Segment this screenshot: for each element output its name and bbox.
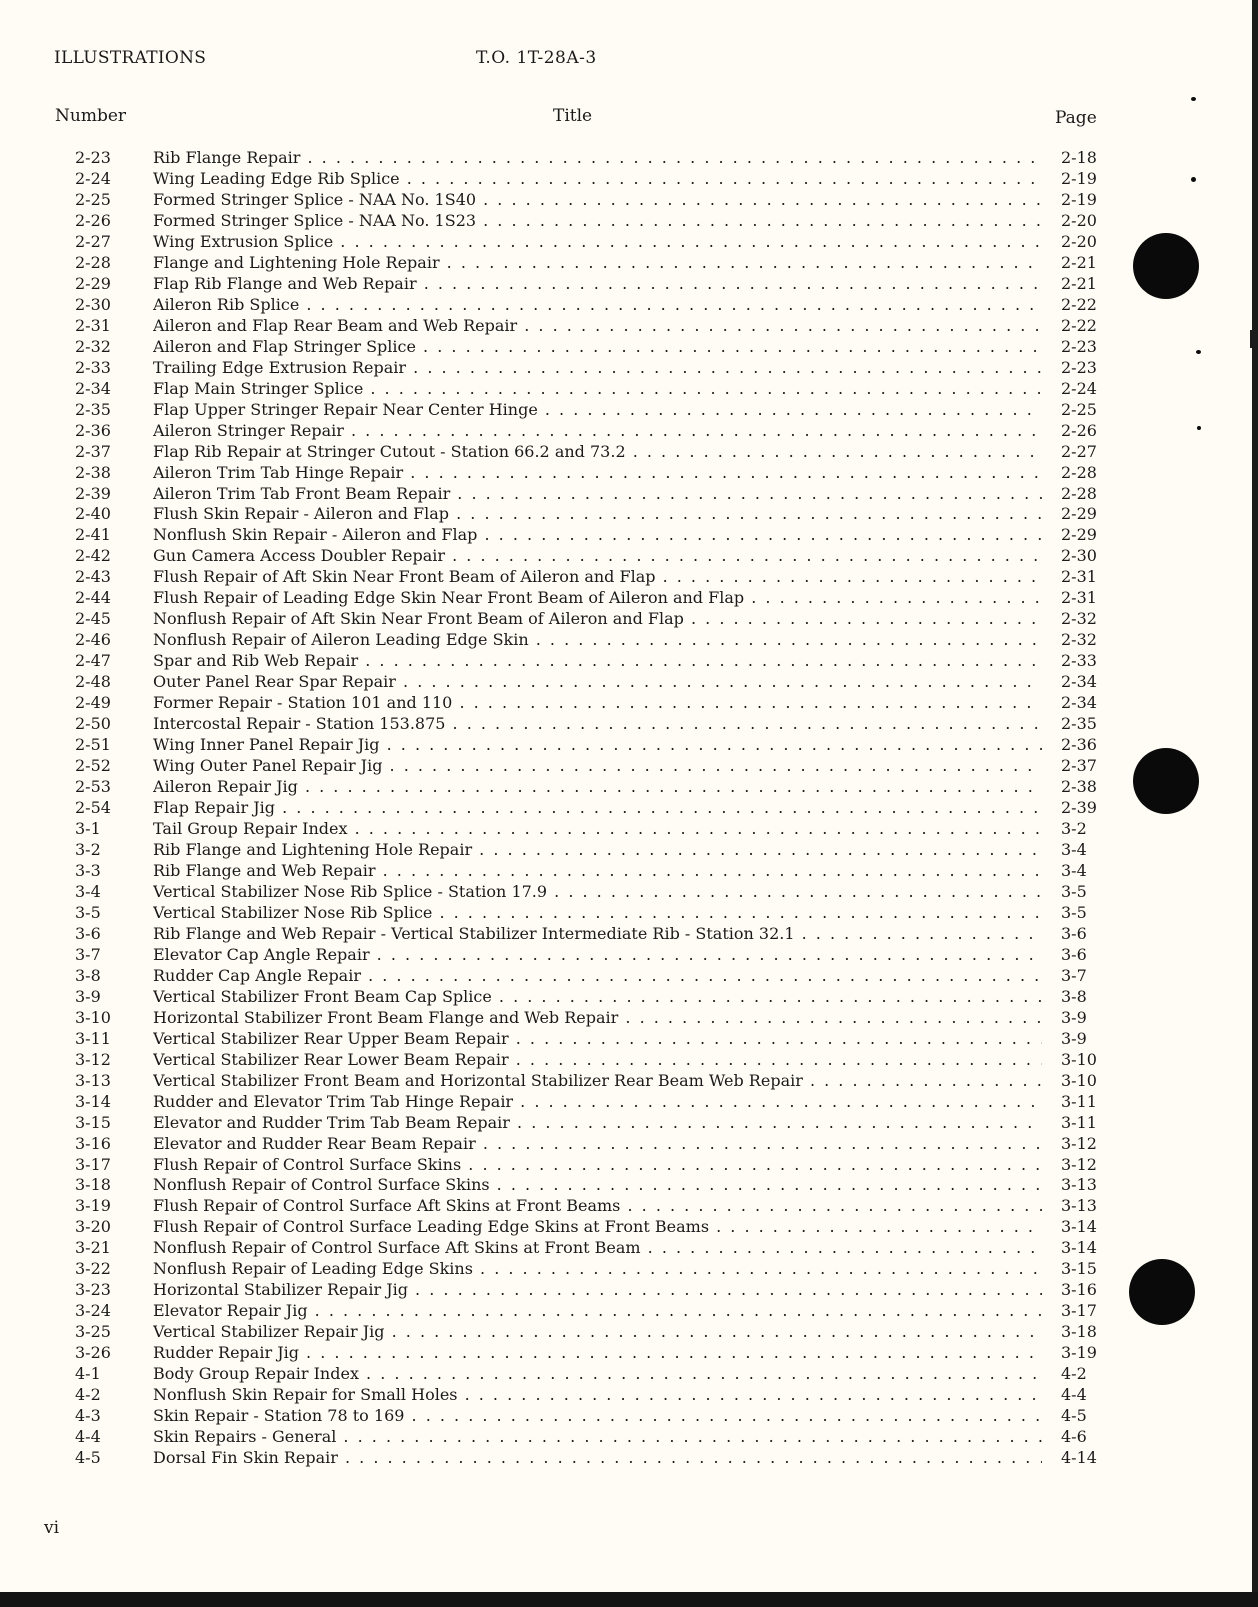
list-item [0,525,1252,546]
page-reference: 2-32 [1055,609,1097,630]
column-header-number: Number [55,106,127,126]
page-reference: 3-9 [1055,1008,1087,1029]
figure-number: 4-2 [75,1385,101,1405]
list-item [0,1259,1252,1280]
page-reference: 2-24 [1055,379,1097,400]
list-item [0,630,1252,651]
page-reference: 3-11 [1055,1113,1097,1134]
figure-number: 3-10 [75,1007,111,1027]
page-number: vi [44,1518,60,1538]
list-item [0,1238,1252,1259]
list-item [0,484,1252,505]
figure-title: Flush Repair of Leading Edge Skin Near Front Beam of Aileron and Flap . . . [153,588,1042,609]
page-reference: 3-12 [1055,1155,1097,1176]
list-item [0,463,1252,484]
list-item [0,1029,1252,1050]
page-reference: 2-33 [1055,651,1097,672]
page-reference: 3-18 [1055,1322,1097,1343]
figure-number: 3-21 [75,1238,111,1258]
page-reference: 3-13 [1055,1196,1097,1217]
figure-number: 3-2 [75,839,101,859]
page-reference: 2-20 [1055,211,1097,232]
page-reference: 3-12 [1055,1134,1097,1155]
list-item [0,861,1252,882]
list-item [0,1071,1252,1092]
figure-title: Wing Outer Panel Repair Jig . . . [153,756,1042,777]
figure-title: Flap Upper Stringer Repair Near Center Hinge . . . [153,400,1042,421]
figure-number: 2-45 [75,609,111,629]
figure-number: 3-15 [75,1112,111,1132]
figure-number: 3-5 [75,902,101,922]
page-reference: 2-23 [1055,358,1097,379]
figure-number: 3-7 [75,944,101,964]
page-reference: 3-7 [1055,966,1087,987]
page-reference: 4-2 [1055,1364,1087,1385]
figure-number: 3-14 [75,1091,111,1111]
page-reference: 3-4 [1055,840,1087,861]
figure-number: 4-5 [75,1448,101,1468]
list-item [0,1280,1252,1301]
figure-number: 2-39 [75,483,111,503]
page-reference: 2-34 [1055,693,1097,714]
figure-title: Aileron Stringer Repair . . . [153,421,1042,442]
page-reference: 3-19 [1055,1343,1097,1364]
list-item [0,840,1252,861]
list-item [0,1448,1252,1469]
list-item [0,609,1252,630]
figure-number: 2-24 [75,168,111,188]
list-item [0,546,1252,567]
page-reference: 2-39 [1055,798,1097,819]
list-item [0,337,1252,358]
list-item [0,903,1252,924]
list-item [0,358,1252,379]
figure-title: Nonflush Repair of Control Surface Aft Skins at Front Beam . . . [153,1238,1042,1259]
figure-title: Formed Stringer Splice - NAA No. 1S40 . . . [153,190,1042,211]
list-item [0,588,1252,609]
figure-title: Rib Flange and Web Repair . . . [153,861,1042,882]
figure-number: 3-16 [75,1133,111,1153]
figure-number: 2-51 [75,735,111,755]
figure-number: 2-32 [75,336,111,356]
figure-title: Flange and Lightening Hole Repair . . . [153,253,1042,274]
figure-number: 2-34 [75,378,111,398]
page-reference: 3-2 [1055,819,1087,840]
page-reference: 3-10 [1055,1071,1097,1092]
figure-title: Vertical Stabilizer Nose Rib Splice . . . [153,903,1042,924]
page-reference: 3-6 [1055,945,1087,966]
list-item [0,316,1252,337]
list-item [0,735,1252,756]
list-item [0,1301,1252,1322]
list-item [0,1092,1252,1113]
document-id: T.O. 1T-28A-3 [476,48,597,68]
figure-number: 2-46 [75,630,111,650]
figure-title: Rib Flange and Web Repair - Vertical Stabilizer Intermediate Rib - Station 32.1 . . . [153,924,1042,945]
list-item [0,945,1252,966]
list-item [0,1322,1252,1343]
figure-number: 3-23 [75,1280,111,1300]
list-item [0,1427,1252,1448]
figure-number: 3-26 [75,1343,111,1363]
list-item [0,400,1252,421]
figure-title: Body Group Repair Index . . . [153,1364,1042,1385]
figure-title: Flap Main Stringer Splice . . . [153,379,1042,400]
page-reference: 3-6 [1055,924,1087,945]
figure-number: 3-20 [75,1217,111,1237]
figure-number: 2-53 [75,777,111,797]
page-reference: 3-11 [1055,1092,1097,1113]
list-item [0,924,1252,945]
figure-number: 2-37 [75,441,111,461]
figure-title: Skin Repairs - General . . . [153,1427,1042,1448]
page-reference: 3-10 [1055,1050,1097,1071]
figure-number: 2-40 [75,504,111,524]
page-reference: 2-35 [1055,714,1097,735]
scan-edge-right [1252,0,1258,1607]
figure-title: Aileron Rib Splice . . . [153,295,1042,316]
figure-title: Flap Rib Repair at Stringer Cutout - Station 66.2 and 73.2 . . . [153,442,1042,463]
page-reference: 2-21 [1055,253,1097,274]
figure-number: 3-18 [75,1175,111,1195]
figure-title: Elevator Repair Jig . . . [153,1301,1042,1322]
figure-title: Aileron Trim Tab Front Beam Repair . . . [153,484,1042,505]
figure-title: Wing Leading Edge Rib Splice . . . [153,169,1042,190]
figure-number: 2-38 [75,462,111,482]
figure-title: Vertical Stabilizer Rear Upper Beam Repair . . . [153,1029,1042,1050]
figure-title: Aileron and Flap Rear Beam and Web Repair . . . [153,316,1042,337]
list-item [0,379,1252,400]
figure-title: Nonflush Repair of Aileron Leading Edge Skin . . . [153,630,1042,651]
figure-number: 2-25 [75,189,111,209]
figure-number: 3-12 [75,1049,111,1069]
figure-title: Vertical Stabilizer Nose Rib Splice - Station 17.9 . . . [153,882,1042,903]
page-reference: 2-21 [1055,274,1097,295]
page-reference: 2-28 [1055,484,1097,505]
figure-number: 3-17 [75,1154,111,1174]
figure-number: 3-11 [75,1028,111,1048]
figure-title: Rudder Cap Angle Repair . . . [153,966,1042,987]
figure-number: 2-42 [75,546,111,566]
figure-title: Outer Panel Rear Spar Repair . . . [153,672,1042,693]
figure-number: 2-27 [75,231,111,251]
page-reference: 4-6 [1055,1427,1087,1448]
figure-title: Trailing Edge Extrusion Repair . . . [153,358,1042,379]
figure-title: Formed Stringer Splice - NAA No. 1S23 . . . [153,211,1042,232]
list-item [0,253,1252,274]
page-reference: 4-14 [1055,1448,1097,1469]
list-item [0,987,1252,1008]
list-item [0,148,1252,169]
list-item [0,421,1252,442]
figure-number: 2-41 [75,525,111,545]
figure-title: Nonflush Repair of Control Surface Skins . . . [153,1175,1042,1196]
figure-title: Rib Flange Repair . . . [153,148,1042,169]
figure-number: 3-22 [75,1259,111,1279]
figure-title: Flush Repair of Control Surface Aft Skins at Front Beams . . . [153,1196,1042,1217]
list-item [0,1406,1252,1427]
registration-mark [1196,350,1201,354]
figure-title: Aileron and Flap Stringer Splice . . . [153,337,1042,358]
figure-number: 4-3 [75,1406,101,1426]
figure-number: 3-4 [75,881,101,901]
figure-number: 3-24 [75,1301,111,1321]
page-reference: 3-15 [1055,1259,1097,1280]
figure-number: 4-4 [75,1427,101,1447]
page-reference: 2-22 [1055,316,1097,337]
figure-title: Aileron Repair Jig . . . [153,777,1042,798]
page-reference: 2-29 [1055,504,1097,525]
page-reference: 3-5 [1055,882,1087,903]
figure-title: Vertical Stabilizer Front Beam Cap Splice . . . [153,987,1042,1008]
section-heading: ILLUSTRATIONS [54,48,207,68]
list-item [0,442,1252,463]
list-item [0,1134,1252,1155]
figure-title: Elevator Cap Angle Repair . . . [153,945,1042,966]
figure-title: Wing Inner Panel Repair Jig . . . [153,735,1042,756]
list-item [0,169,1252,190]
page-reference: 3-5 [1055,903,1087,924]
list-item [0,882,1252,903]
page-reference: 4-4 [1055,1385,1087,1406]
figure-title: Nonflush Repair of Aft Skin Near Front Beam of Aileron and Flap . . . [153,609,1042,630]
page-reference: 3-14 [1055,1238,1097,1259]
list-item [0,1343,1252,1364]
figure-title: Tail Group Repair Index . . . [153,819,1042,840]
binder-hole-top [1133,233,1199,299]
list-item [0,1155,1252,1176]
figure-title: Horizontal Stabilizer Repair Jig . . . [153,1280,1042,1301]
figure-number: 3-6 [75,923,101,943]
figure-title: Rib Flange and Lightening Hole Repair . . . [153,840,1042,861]
figure-number: 3-3 [75,860,101,880]
figure-title: Aileron Trim Tab Hinge Repair . . . [153,463,1042,484]
figure-number: 2-31 [75,315,111,335]
page-reference: 2-19 [1055,169,1097,190]
figure-number: 2-35 [75,399,111,419]
figure-title: Spar and Rib Web Repair . . . [153,651,1042,672]
list-item [0,798,1252,819]
figure-number: 2-48 [75,672,111,692]
column-header-page: Page [1055,108,1097,128]
figure-number: 3-8 [75,965,101,985]
page-reference: 2-31 [1055,588,1097,609]
figure-title: Rudder Repair Jig . . . [153,1343,1042,1364]
list-item [0,714,1252,735]
figure-title: Intercostal Repair - Station 153.875 . . . [153,714,1042,735]
figure-number: 4-1 [75,1364,101,1384]
figure-number: 2-29 [75,273,111,293]
page-reference: 3-8 [1055,987,1087,1008]
page-reference: 2-22 [1055,295,1097,316]
page-reference: 2-37 [1055,756,1097,777]
list-item [0,504,1252,525]
page-reference: 2-38 [1055,777,1097,798]
figure-number: 3-25 [75,1322,111,1342]
figure-title: Flush Repair of Control Surface Leading Edge Skins at Front Beams . . . [153,1217,1042,1238]
page-reference: 3-13 [1055,1175,1097,1196]
list-item [0,1008,1252,1029]
figure-title: Flap Repair Jig . . . [153,798,1042,819]
list-item [0,693,1252,714]
page-reference: 2-36 [1055,735,1097,756]
list-item [0,1385,1252,1406]
list-item [0,756,1252,777]
list-item [0,295,1252,316]
figure-title: Wing Extrusion Splice . . . [153,232,1042,253]
list-item [0,1196,1252,1217]
registration-mark [1191,177,1196,182]
figure-number: 2-47 [75,651,111,671]
figure-title: Flap Rib Flange and Web Repair . . . [153,274,1042,295]
page-reference: 2-31 [1055,567,1097,588]
figure-title: Elevator and Rudder Rear Beam Repair . . . [153,1134,1042,1155]
page-reference: 2-29 [1055,525,1097,546]
list-item [0,567,1252,588]
registration-mark [1197,426,1201,430]
figure-number: 2-52 [75,756,111,776]
page-reference: 2-27 [1055,442,1097,463]
list-item [0,1217,1252,1238]
page-reference: 2-18 [1055,148,1097,169]
list-item [0,232,1252,253]
figure-number: 2-30 [75,294,111,314]
list-item [0,211,1252,232]
figure-number: 2-33 [75,357,111,377]
page-reference: 3-16 [1055,1280,1097,1301]
page-reference: 4-5 [1055,1406,1087,1427]
figure-number: 2-49 [75,693,111,713]
column-header-title: Title [553,106,593,126]
figure-title: Elevator and Rudder Trim Tab Beam Repair . . . [153,1113,1042,1134]
figure-title: Skin Repair - Station 78 to 169 . . . [153,1406,1042,1427]
list-item [0,777,1252,798]
list-item [0,966,1252,987]
figure-number: 2-44 [75,588,111,608]
list-item [0,274,1252,295]
figure-number: 2-23 [75,148,111,167]
binder-hole-middle [1133,748,1199,814]
list-item [0,819,1252,840]
page-reference: 3-14 [1055,1217,1097,1238]
page-reference: 2-28 [1055,463,1097,484]
page-reference: 2-19 [1055,190,1097,211]
list-item [0,1050,1252,1071]
list-item [0,1364,1252,1385]
figure-number: 2-43 [75,567,111,587]
page-reference: 3-4 [1055,861,1087,882]
figure-title: Vertical Stabilizer Repair Jig . . . [153,1322,1042,1343]
figure-number: 2-50 [75,714,111,734]
page-reference: 2-25 [1055,400,1097,421]
figure-number: 2-54 [75,798,111,818]
page-reference: 3-17 [1055,1301,1097,1322]
figure-number: 3-13 [75,1070,111,1090]
list-item [0,190,1252,211]
list-item [0,672,1252,693]
figure-title: Nonflush Repair of Leading Edge Skins . . . [153,1259,1042,1280]
figure-title: Dorsal Fin Skin Repair . . . [153,1448,1042,1469]
list-item [0,1113,1252,1134]
figure-title: Horizontal Stabilizer Front Beam Flange and Web Repair . . . [153,1008,1042,1029]
binder-hole-bottom [1129,1259,1195,1325]
figure-title: Former Repair - Station 101 and 110 . . . [153,693,1042,714]
figure-title: Nonflush Skin Repair for Small Holes . . . [153,1385,1042,1406]
list-item [0,651,1252,672]
figure-title: Gun Camera Access Doubler Repair . . . [153,546,1042,567]
page-reference: 2-20 [1055,232,1097,253]
figure-number: 3-9 [75,986,101,1006]
page-reference: 2-34 [1055,672,1097,693]
page-reference: 2-26 [1055,421,1097,442]
figure-number: 3-1 [75,819,101,838]
figure-title: Vertical Stabilizer Front Beam and Horizontal Stabilizer Rear Beam Web Repair . . . [153,1071,1042,1092]
registration-mark [1191,97,1196,101]
list-item [0,1175,1252,1196]
figure-number: 2-28 [75,252,111,272]
illustrations-list [0,148,1252,1469]
figure-title: Flush Repair of Control Surface Skins . . . [153,1155,1042,1176]
figure-number: 3-19 [75,1196,111,1216]
page-reference: 2-32 [1055,630,1097,651]
scan-edge-bottom [0,1592,1258,1607]
figure-number: 2-26 [75,210,111,230]
page-reference: 2-30 [1055,546,1097,567]
page-reference: 3-9 [1055,1029,1087,1050]
page-reference: 2-23 [1055,337,1097,358]
figure-title: Flush Skin Repair - Aileron and Flap . . . [153,504,1042,525]
figure-title: Rudder and Elevator Trim Tab Hinge Repair . . . [153,1092,1042,1113]
figure-title: Nonflush Skin Repair - Aileron and Flap . . . [153,525,1042,546]
figure-number: 2-36 [75,420,111,440]
figure-title: Flush Repair of Aft Skin Near Front Beam of Aileron and Flap . . . [153,567,1042,588]
figure-title: Vertical Stabilizer Rear Lower Beam Repair . . . [153,1050,1042,1071]
